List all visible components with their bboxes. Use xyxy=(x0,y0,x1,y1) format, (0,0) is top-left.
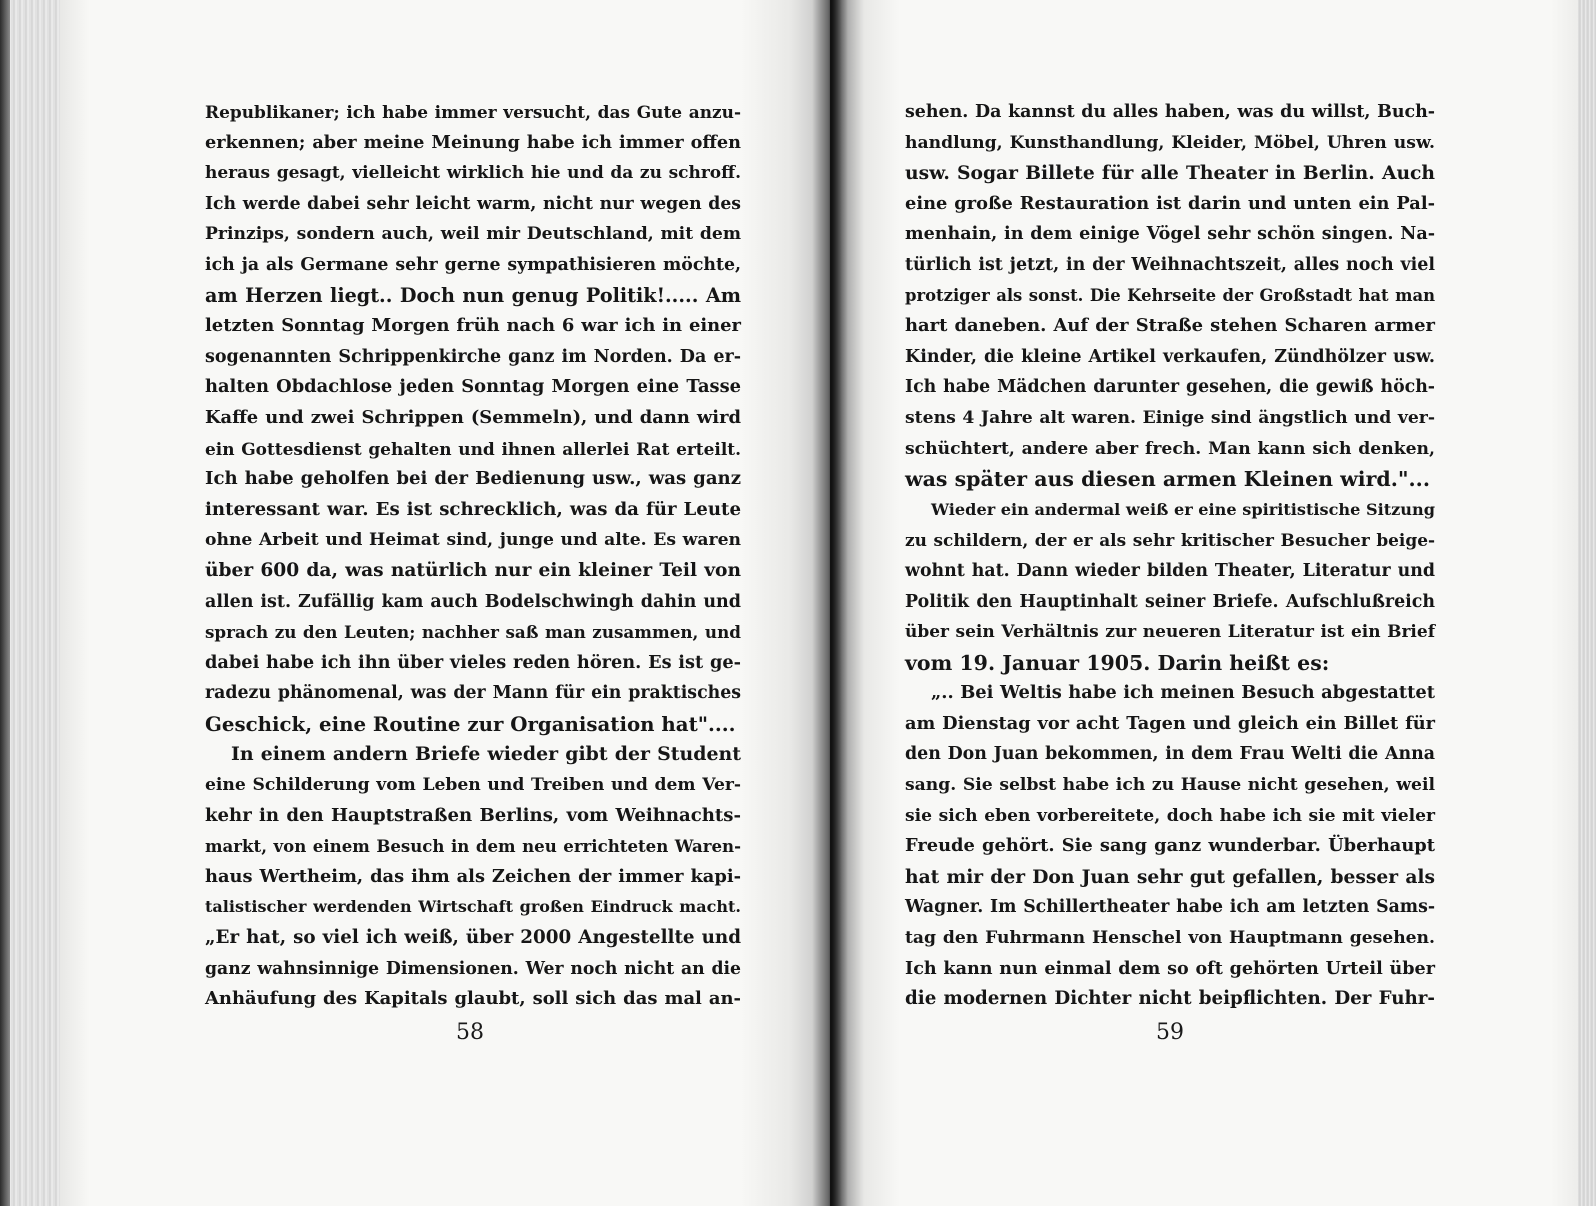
text-line: haus Wertheim, das ihm als Zeichen der immer kapi- xyxy=(205,865,741,887)
text-line: Ich kann nun einmal dem so oft gehörten Urteil über xyxy=(905,958,1435,979)
text-line: kehr in den Hauptstraßen Berlins, vom Weihnachts- xyxy=(205,804,741,826)
text-line: protziger als sonst. Die Kehrseite der Großstadt hat man xyxy=(905,285,1435,305)
text-line: Prinzips, sondern auch, weil mir Deutschland, mit dem xyxy=(205,224,741,245)
text-line: stens 4 Jahre alt waren. Einige sind ängstlich und ver- xyxy=(905,407,1435,428)
text-line: Kinder, die kleine Artikel verkaufen, Zündhölzer usw. xyxy=(905,346,1435,367)
text-line: „Er hat, so viel ich weiß, über 2000 Angestellte und xyxy=(205,927,741,949)
text-line: zu schildern, der er als sehr kritischer Besucher beige- xyxy=(905,530,1435,551)
text-line: schüchtert, andere aber frech. Man kann sich denken, xyxy=(905,438,1435,459)
text-line: interessant war. Es ist schrecklich, was da für Leute xyxy=(205,498,741,520)
text-line: Wieder ein andermal weiß er eine spiritistische Sitzung xyxy=(931,499,1435,519)
text-line: wohnt hat. Dann wieder bilden Theater, Literatur und xyxy=(905,560,1435,581)
text-line: Anhäufung des Kapitals glaubt, soll sich das mal an- xyxy=(205,988,741,1010)
text-line: Kaffe und zwei Schrippen (Semmeln), und dann wird xyxy=(205,406,741,428)
page-number: 59 xyxy=(1156,1020,1184,1045)
text-line: sie sich eben vorbereitete, doch habe ich sie mit vieler xyxy=(905,805,1435,826)
text-line: menhain, in dem einige Vögel sehr schön singen. Na- xyxy=(905,224,1435,245)
text-line: markt, von einem Besuch in dem neu errichteten Waren- xyxy=(205,836,741,857)
text-line: am Dienstag vor acht Tagen und gleich ein Billet für xyxy=(905,712,1435,734)
text-line: sprach zu den Leuten; nachher saß man zusammen, und xyxy=(205,622,741,643)
text-line: letzten Sonntag Morgen früh nach 6 war ich in einer xyxy=(205,315,741,337)
text-line: halten Obdachlose jeden Sonntag Morgen eine Tasse xyxy=(205,376,741,398)
text-line: Ich werde dabei sehr leicht warm, nicht nur wegen des xyxy=(205,193,741,214)
text-line: ich ja als Germane sehr gerne sympathisieren möchte, xyxy=(205,254,741,275)
text-line: vom 19. Januar 1905. Darin heißt es: xyxy=(905,650,1330,675)
book-gutter xyxy=(812,0,848,1206)
text-line: eine Schilderung vom Leben und Treiben und dem Ver- xyxy=(205,775,741,796)
text-line: tag den Fuhrmann Henschel von Hauptmann gesehen. xyxy=(905,928,1435,949)
text-line: ohne Arbeit und Heimat sind, junge und alte. Es waren xyxy=(205,530,741,551)
text-line: hart daneben. Auf der Straße stehen Scharen armer xyxy=(905,315,1435,337)
text-line: ein Gottesdienst gehalten und ihnen allerlei Rat erteilt. xyxy=(205,438,741,459)
text-line: sehen. Da kannst du alles haben, was du willst, Buch- xyxy=(905,102,1435,122)
text-line: die modernen Dichter nicht beipflichten. Der Fuhr- xyxy=(905,988,1435,1010)
text-line: Republikaner; ich habe immer versucht, das Gute anzu- xyxy=(205,102,741,122)
text-line: erkennen; aber meine Meinung habe ich immer offen xyxy=(205,131,741,153)
text-line: hat mir der Don Juan sehr gut gefallen, besser als xyxy=(905,865,1435,888)
text-line: „.. Bei Weltis habe ich meinen Besuch abgestattet xyxy=(931,682,1435,704)
text-line: türlich ist jetzt, in der Weihnachtszeit, alles noch viel xyxy=(905,254,1435,275)
text-line: heraus gesagt, vielleicht wirklich hie und da zu schroff. xyxy=(205,163,741,184)
text-line: Ich habe geholfen bei der Bedienung usw., was ganz xyxy=(205,468,741,490)
text-line: radezu phänomenal, was der Mann für ein praktisches xyxy=(205,683,741,704)
text-line: eine große Restauration ist darin und unten ein Pal- xyxy=(905,192,1435,214)
text-line: handlung, Kunsthandlung, Kleider, Möbel, Uhren usw. xyxy=(905,132,1435,153)
text-line: über sein Verhältnis zur neueren Literatur ist ein Brief xyxy=(905,622,1435,643)
right-page-text xyxy=(905,97,1435,1015)
text-line: über 600 da, was natürlich nur ein kleiner Teil von xyxy=(205,559,741,581)
text-line: Wagner. Im Schillertheater habe ich am letzten Sams- xyxy=(905,897,1435,918)
text-line: talistischer werdenden Wirtschaft großen Eindruck macht. xyxy=(205,897,741,917)
page-edges-right xyxy=(1578,0,1596,1206)
text-line: am Herzen liegt.. Doch nun genug Politik!..... Am xyxy=(205,283,741,307)
text-line: In einem andern Briefe wieder gibt der Student xyxy=(231,743,741,766)
text-line: den Don Juan bekommen, in dem Frau Welti die Anna xyxy=(905,744,1435,765)
text-line: Ich habe Mädchen darunter gesehen, die gewiß höch- xyxy=(905,377,1435,398)
text-line: sang. Sie selbst habe ich zu Hause nicht gesehen, weil xyxy=(905,775,1435,796)
text-line: sogenannten Schrippenkirche ganz im Norden. Da er- xyxy=(205,346,741,367)
left-page-text xyxy=(205,97,741,1015)
text-line: Geschick, eine Routine zur Organisation hat".... xyxy=(205,711,736,736)
text-line: dabei habe ich ihn über vieles reden hören. Es ist ge- xyxy=(205,651,741,673)
text-line: usw. Sogar Billete für alle Theater in Berlin. Auch xyxy=(905,162,1435,185)
text-line: allen ist. Zufällig kam auch Bodelschwingh dahin und xyxy=(205,591,741,612)
text-line: ganz wahnsinnige Dimensionen. Wer noch nicht an die xyxy=(205,958,741,979)
text-line: was später aus diesen armen Kleinen wird."... xyxy=(905,467,1430,492)
text-line: Politik den Hauptinhalt seiner Briefe. Aufschlußreich xyxy=(905,591,1435,612)
page-number: 58 xyxy=(456,1020,484,1045)
text-line: Freude gehört. Sie sang ganz wunderbar. Überhaupt xyxy=(905,835,1435,857)
